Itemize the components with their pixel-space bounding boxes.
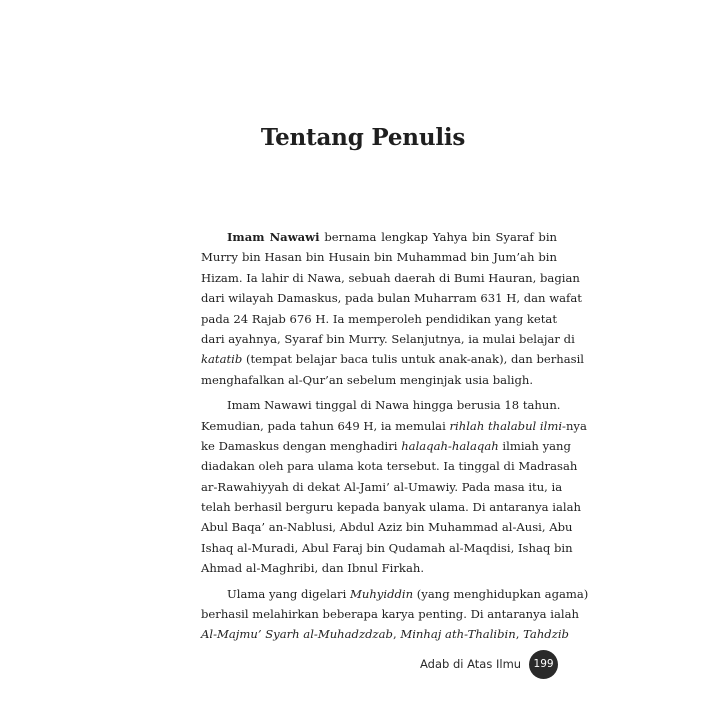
text-line: [201, 395, 561, 415]
text-line: [201, 370, 557, 390]
text-line: [201, 584, 589, 604]
text-line: [201, 558, 557, 578]
italic-text: halaqah-halaqah: [401, 438, 499, 453]
text-line: [201, 227, 557, 247]
italic-text: Tahdzib: [523, 627, 569, 642]
text-run: ilmiah yang: [498, 438, 571, 453]
text-line: [201, 624, 569, 644]
text-line: [201, 604, 579, 624]
footer-book-title: Adab di Atas Ilmu: [420, 657, 522, 671]
text-run: Ulama yang digelari: [227, 586, 350, 601]
paragraph: [201, 395, 587, 579]
text-run: Ishaq al-Muradi, Abul Faraj bin Qudamah al-Maqdisi, Ishaq bin: [201, 540, 573, 555]
text-line: [201, 268, 580, 288]
bold-text: Imam Nawawi: [227, 230, 320, 244]
text-line: [201, 477, 563, 497]
text-line: [201, 329, 575, 349]
text-run: -nya: [562, 418, 587, 433]
text-run: ,: [515, 627, 524, 642]
text-run: Murry bin Hasan bin Husain bin Muhammad bin Jum’ah bin: [201, 250, 557, 265]
text-run: Ahmad al-Maghribi, dan Ibnul Firkah.: [201, 561, 425, 576]
text-run: menghafalkan al-Qur’an sebelum menginjak usia baligh.: [201, 372, 534, 387]
text-run: ar-Rawahiyyah di dekat Al-Jami’ al-Umawiy. Pada masa itu, ia: [201, 479, 563, 494]
text-line: [201, 309, 557, 329]
text-run: dari ayahnya, Syaraf bin Murry. Selanjutnya, ia mulai belajar di: [201, 331, 575, 346]
text-run: Abul Baqa’ an-Nablusi, Abdul Aziz bin Muhammad al-Ausi, Abu: [201, 520, 573, 535]
page-footer: [420, 649, 558, 679]
italic-text: Muhyiddin: [350, 586, 414, 601]
text-line: [201, 349, 585, 369]
text-run: (tempat belajar baca tulis untuk anak-anak), dan berhasil: [242, 352, 585, 367]
italic-text: Minhaj ath-Thalibin: [400, 627, 516, 642]
body-text: [201, 227, 589, 645]
page-number-badge: 199: [529, 650, 558, 679]
italic-text: rihlah thalabul ilmi: [449, 418, 563, 433]
italic-text: katatib: [201, 352, 243, 367]
text-run: diadakan oleh para ulama kota tersebut. Ia tinggal di Madrasah: [201, 459, 578, 474]
text-line: [201, 517, 573, 537]
text-line: [201, 538, 573, 558]
text-run: ke Damaskus dengan menghadiri: [201, 438, 402, 453]
text-run: Kemudian, pada tahun 649 H, ia memulai: [201, 418, 450, 433]
text-run: Hizam. Ia lahir di Nawa, sebuah daerah di Bumi Hauran, bagian: [201, 270, 580, 285]
text-run: (yang menghidupkan agama): [413, 586, 589, 601]
text-run: telah berhasil berguru kepada banyak ulama. Di antaranya ialah: [201, 500, 581, 515]
text-run: pada 24 Rajab 676 H. Ia memperoleh pendidikan yang ketat: [201, 311, 557, 326]
text-line: [201, 436, 571, 456]
text-run: Imam Nawawi tinggal di Nawa hingga berusia 18 tahun.: [227, 398, 561, 413]
italic-text: Al-Majmu’ Syarh al-Muhadzdzab: [201, 627, 393, 642]
text-line: [201, 416, 587, 436]
text-run: ,: [392, 627, 401, 642]
paragraph: [201, 584, 589, 645]
text-line: [201, 288, 582, 308]
text-line: [201, 497, 581, 517]
text-run: dari wilayah Damaskus, pada bulan Muharram 631 H, dan wafat: [201, 291, 582, 306]
paragraph: [201, 227, 585, 390]
page-title: Tentang Penulis: [260, 124, 466, 151]
text-run: bernama lengkap Yahya bin Syaraf bin: [319, 230, 557, 244]
text-run: berhasil melahirkan beberapa karya penting. Di antaranya ialah: [201, 607, 579, 622]
text-line: [201, 247, 557, 267]
text-line: [201, 456, 578, 476]
